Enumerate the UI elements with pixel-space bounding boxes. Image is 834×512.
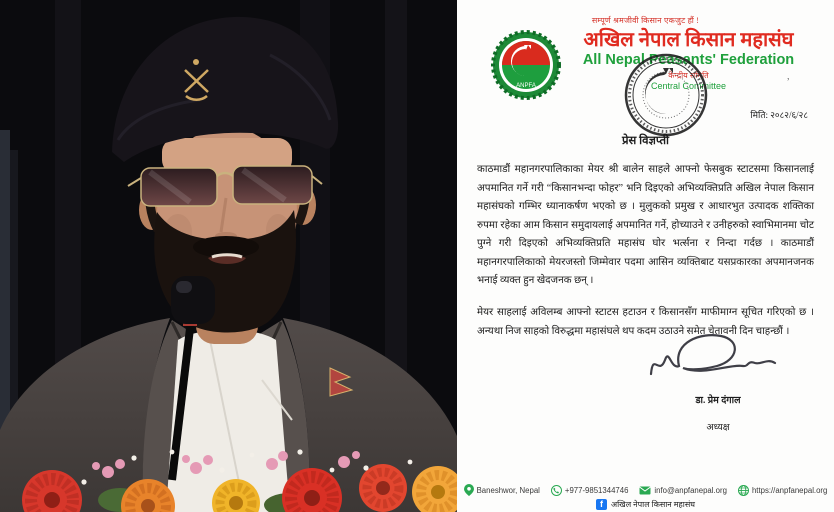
facebook-page-name: अखिल नेपाल किसान महासंघ xyxy=(610,500,695,509)
committee-english: Central Committee xyxy=(650,81,727,91)
email-item xyxy=(639,486,727,495)
letter-footer xyxy=(457,484,834,512)
website-text: https://anpfanepal.org xyxy=(751,485,828,495)
letterhead xyxy=(457,30,834,100)
phone-text: +977-9851344746 xyxy=(564,485,629,495)
logo-acronym: ANPFA xyxy=(516,83,536,89)
committee-nepali: केन्द्रीय समिति xyxy=(668,71,709,80)
stray-pen-mark: ’ xyxy=(786,76,790,88)
press-release-heading: प्रेस विज्ञप्ती xyxy=(621,135,669,147)
email-text: info@anpfanepal.org xyxy=(654,485,727,495)
facebook-icon: f xyxy=(596,499,607,510)
globe-icon xyxy=(738,485,749,496)
handwritten-signature xyxy=(643,330,793,384)
contact-row xyxy=(457,484,834,496)
press-release-letter xyxy=(457,0,834,512)
phone-icon xyxy=(551,485,562,496)
location-text: Baneshwor, Nepal xyxy=(476,485,540,495)
body-paragraph-2: मेयर साहलाई अविलम्ब आफ्नो स्टाटस हटाउन र किसानसँग माफीमाग्न सूचित गरिएको छ । अन्यथा निज साहको विरुद्धमा महासंघले थप कदम उठाउने समेत चेतावनी दिन चाहन्छौं । xyxy=(477,306,814,337)
email-icon xyxy=(639,486,651,495)
phone-item xyxy=(551,485,629,496)
body-paragraph-1: काठमाडौं महानगरपालिकाका मेयर श्री बालेन साहले आफ्नो फेसबुक स्टाटसमा किसानलाई अपमानित गर्ने गरी “किसानभन्दा फोहर” भनि दिइएको अभिव्यक्तिप्रति अखिल नेपाल किसान महासंघको गम्भिर ध्यानाकर्षण भएको छ । मुलुकको प्रमुख र आधारभुत उत्पादक शक्तिका रुपमा रहेका आम किसान समुदायलाई अपमानित गर्ने, होच्याउने र उनीहरुको स्वाभिमानमा चोट पुग्ने गरी दिइएको अभिव्यक्तिप्रति महासंघ घोर भर्त्सना र निन्दा गर्दछ । काठमाडौं महानगरपालिकाको मेयरजस्तो जिम्मेवार पदमा आसिन व्यक्तिबाट यसप्रकारका अपमानजनक भनाई व्यक्त हुन खेदजनक छन् । xyxy=(477,164,814,287)
signatory-name: डा. प्रेम दंगाल xyxy=(695,396,741,406)
signature-block xyxy=(638,330,798,433)
website-item xyxy=(738,485,827,496)
round-stamp xyxy=(623,52,709,138)
signatory-title: अध्यक्ष xyxy=(706,423,730,433)
letterhead-slogan: सम्पूर्ण श्रमजीवी किसान एकजुट हौं ! xyxy=(591,16,700,25)
facebook-row xyxy=(457,499,834,510)
org-logo xyxy=(491,30,561,100)
location-item xyxy=(464,484,540,496)
location-pin-icon xyxy=(464,484,474,496)
date: मिति: २०८२/६/२८ xyxy=(750,110,808,120)
org-name-english: All Nepal Peasants' Federation xyxy=(582,52,795,68)
org-name-nepali: अखिल नेपाल किसान महासंघ xyxy=(583,29,794,51)
